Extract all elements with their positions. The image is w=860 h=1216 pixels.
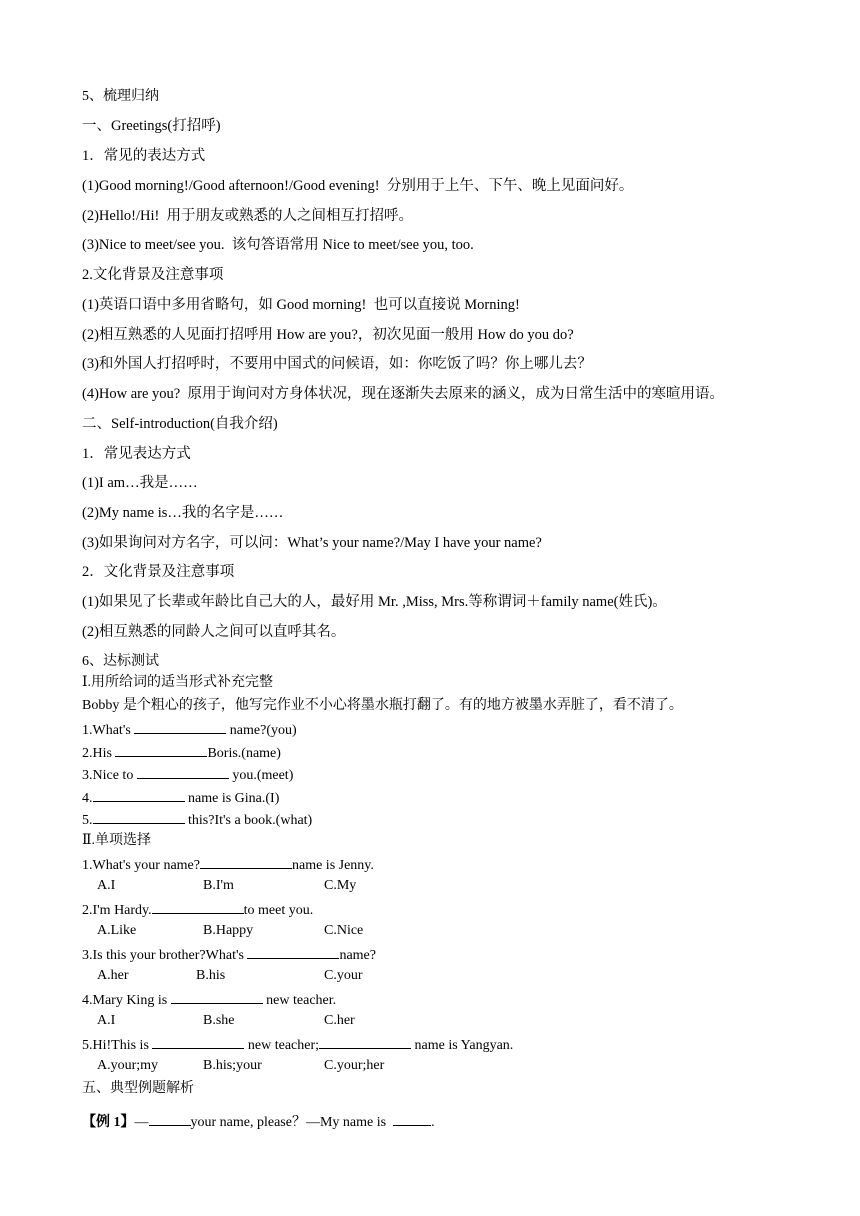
answer-blank[interactable] [93, 787, 185, 802]
answer-blank[interactable] [149, 1111, 191, 1126]
option-b[interactable]: B.his [196, 968, 226, 983]
answer-blank[interactable] [93, 809, 185, 824]
culture-line-1: (1)英语口语中多用省略句，如 Good morning! 也可以直接说 Morning! [82, 297, 520, 313]
fill-item-4: 4. name is Gina.(I) [82, 787, 279, 808]
option-c[interactable]: C.your;her [324, 1058, 385, 1073]
answer-blank[interactable] [171, 989, 263, 1004]
answer-blank[interactable] [200, 854, 292, 869]
answer-blank[interactable] [247, 944, 339, 959]
option-c[interactable]: C.My [324, 878, 357, 893]
answer-blank[interactable] [152, 1034, 244, 1049]
option-a[interactable]: A.her [97, 968, 129, 983]
note-line-1: (1)如果见了长辈或年龄比自己大的人，最好用 Mr. ,Miss, Mrs.等称谓词＋family name(姓氏)。 [82, 594, 667, 610]
fill-item-5: 5. this?It's a book.(what) [82, 809, 312, 830]
intro-line-2: (2)My name is…我的名字是…… [82, 505, 284, 521]
fill-item-2: 2.His Boris.(name) [82, 742, 281, 763]
section-title: 5、梳理归纳 [82, 89, 159, 104]
intro-heading: 二、Self-introduction(自我介绍) [82, 416, 278, 432]
culture-line-2: (2)相互熟悉的人见面打招呼用 How are you?，初次见面一般用 How do you do? [82, 327, 574, 343]
fill-item-1: 1.What's name?(you) [82, 719, 297, 740]
option-b[interactable]: B.she [203, 1013, 235, 1028]
option-a[interactable]: A.I [97, 1013, 116, 1028]
choice-question-5: 5.Hi!This is new teacher; name is Yangyan. [82, 1034, 513, 1055]
test-title: 6、达标测试 [82, 654, 159, 669]
answer-blank[interactable] [134, 719, 226, 734]
part1-heading: Ⅰ.用所给词的适当形式补充完整 [82, 675, 274, 690]
intro-sub-2: 2．文化背景及注意事项 [82, 564, 235, 580]
greetings-line-2: (2)Hello!/Hi! 用于朋友或熟悉的人之间相互打招呼。 [82, 208, 414, 224]
option-a[interactable]: A.Like [97, 923, 137, 938]
culture-line-4: (4)How are you? 原用于询问对方身体状况，现在逐渐失去原来的涵义，成为日常生活中的寒暄用语。 [82, 386, 724, 402]
choice-question-1: 1.What's your name? name is Jenny. [82, 854, 374, 875]
part2-heading: Ⅱ.单项选择 [82, 833, 152, 848]
answer-blank[interactable] [319, 1034, 411, 1049]
option-c[interactable]: C.Nice [324, 923, 364, 938]
example-label: 【例 1】 [82, 1115, 135, 1130]
greetings-sub-1: 1．常见的表达方式 [82, 148, 206, 164]
answer-blank[interactable] [137, 764, 229, 779]
answer-blank[interactable] [393, 1111, 431, 1126]
option-b[interactable]: B.his;your [203, 1058, 262, 1073]
option-b[interactable]: B.Happy [203, 923, 254, 938]
answer-blank[interactable] [152, 899, 244, 914]
option-c[interactable]: C.her [324, 1013, 355, 1028]
choice-question-2: 2.I'm Hardy. to meet you. [82, 899, 313, 920]
example-section-title: 五、典型例题解析 [82, 1081, 194, 1096]
intro-line-3: (3)如果询问对方名字，可以问：What’s your name?/May I have your name? [82, 535, 542, 551]
greetings-heading: 一、Greetings(打招呼) [82, 118, 221, 134]
part1-description: Bobby 是个粗心的孩子，他写完作业不小心将墨水瓶打翻了。有的地方被墨水弄脏了，看不清了。 [82, 698, 683, 713]
fill-item-3: 3.Nice to you.(meet) [82, 764, 293, 785]
intro-sub-1: 1．常见表达方式 [82, 446, 191, 462]
example-1: 【例 1】— your name, please？—My name is . [82, 1111, 435, 1132]
intro-line-1: (1)I am…我是…… [82, 475, 198, 491]
option-b[interactable]: B.I'm [203, 878, 234, 893]
culture-line-3: (3)和外国人打招呼时，不要用中国式的问候语，如：你吃饭了吗？你上哪儿去？ [82, 356, 592, 372]
greetings-sub-2: 2.文化背景及注意事项 [82, 267, 224, 283]
option-a[interactable]: A.your;my [97, 1058, 159, 1073]
answer-blank[interactable] [115, 742, 207, 757]
note-line-2: (2)相互熟悉的同龄人之间可以直呼其名。 [82, 624, 346, 640]
greetings-line-1: (1)Good morning!/Good afternoon!/Good evening! 分别用于上午、下午、晚上见面问好。 [82, 178, 634, 194]
greetings-line-3: (3)Nice to meet/see you. 该句答语常用 Nice to meet/see you, too. [82, 237, 474, 253]
choice-question-3: 3.Is this your brother?What's name? [82, 944, 376, 965]
option-a[interactable]: A.I [97, 878, 116, 893]
option-c[interactable]: C.your [324, 968, 363, 983]
choice-question-4: 4.Mary King is new teacher. [82, 989, 336, 1010]
